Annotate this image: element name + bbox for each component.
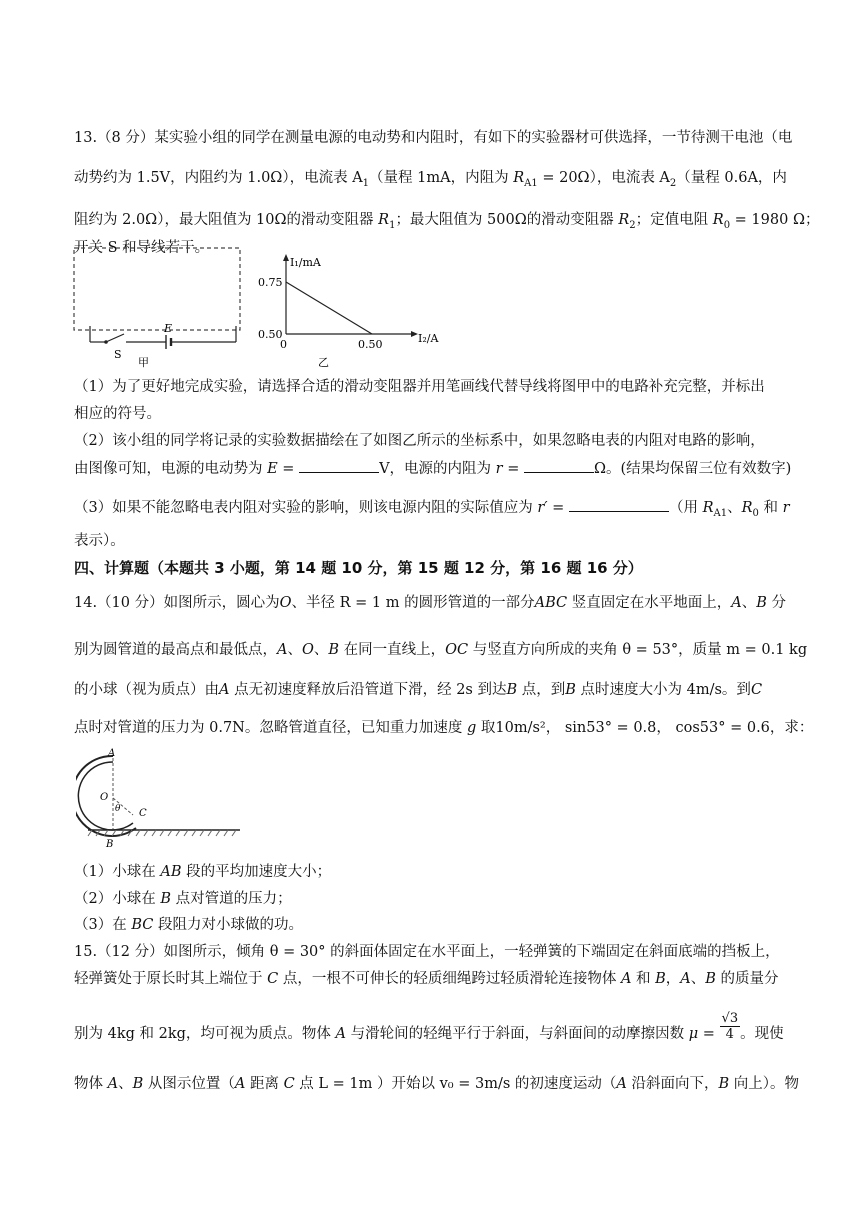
figure-jia-label: 甲	[138, 356, 149, 369]
theta-label: θ	[115, 804, 121, 814]
q14-line-2: 别为圆管道的最高点和最低点，A、O、B 在同一直线上，OC 与竖直方向所成的夹角 θ = 53°，质量 m = 0.1 kg	[74, 642, 808, 658]
y-tick-bottom: 0.50	[258, 328, 283, 341]
q13-part-3: （3）如果不能忽略电表内阻对实验的影响，则该电源内阻的实际值应为 r′ = （用 $R_{A1}$、$R_0$ 和 r	[74, 497, 790, 524]
q13-part-2-cont: 由图像可知，电源的电动势为 E = V，电源的内阻为 r = Ω。(结果均保留三位有效数字)	[74, 458, 791, 479]
section-title: 四、计算题（本题共 3 小题，第 14 题 10 分，第 15 题 12 分，第 16 题 16 分）	[74, 559, 643, 577]
resistance-answer-blank[interactable]	[524, 458, 594, 473]
q13-part-1: （1）为了更好地完成实验，请选择合适的滑动变阻器并用笔画线代替导线将图甲中的电路补充完整，并标出	[74, 379, 765, 395]
point-a-label: A	[108, 748, 116, 759]
point-c-label: C	[139, 808, 147, 819]
emf-answer-blank[interactable]	[299, 458, 379, 473]
y-axis-label: I₁/mA	[290, 256, 321, 269]
q15-line-1: 15.（12 分）如图所示，倾角 θ = 30° 的斜面体固定在水平面上，一轻弹簧的下端固定在斜面底端的挡板上，	[74, 944, 780, 960]
q15-line-4: 物体 A、B 从图示位置（A 距离 C 点 L = 1m ）开始以 v₀ = 3m/s 的初速度运动（A 沿斜面向下，B 向上）。物	[74, 1076, 799, 1092]
point-b-label: B	[106, 839, 114, 850]
q14-sub-3: （3）在 BC 段阻力对小球做的功。	[74, 917, 303, 933]
figure-yi-label: 乙	[318, 356, 329, 369]
actual-resistance-blank[interactable]	[569, 497, 669, 512]
q15-line-2: 轻弹簧处于原长时其上端位于 C 点，一根不可伸长的轻质细绳跨过轻质滑轮连接物体 A 和 B，A、B 的质量分	[74, 971, 779, 987]
q13-part-3-cont: 表示）。	[74, 533, 125, 549]
q14-line-1: 14.（10 分）如图所示，圆心为O、半径 R = 1 m 的圆形管道的一部分ABC 竖直固定在水平地面上，A、B 分	[74, 595, 786, 611]
y-tick-top: 0.75	[258, 276, 283, 289]
q13-part-2: （2）该小组的同学将记录的实验数据描绘在了如图乙所示的坐标系中，如果忽略电表的内阻对电路的影响，	[74, 433, 765, 449]
q13-part-1-cont: 相应的符号。	[74, 406, 161, 422]
q14-line-3: 的小球（视为质点）由A 点无初速度释放后沿管道下滑，经 2s 到达B 点，到B 点时速度大小为 4m/s。到C	[74, 682, 763, 698]
point-o-label: O	[100, 792, 109, 803]
graph-figure-yi	[252, 250, 472, 370]
circuit-figure-jia	[70, 246, 250, 370]
q13-line-4: 开关 S 和导线若干。	[74, 240, 210, 256]
emf-label: E	[164, 322, 173, 335]
x-axis-label: I₂/A	[418, 332, 439, 345]
q13-line-3: 阻约为 2.0Ω），最大阻值为 10Ω的滑动变阻器 $R_1$；最大阻值为 500Ω的滑动变阻器 $R_2$；定值电阻 $R_0 = 1980$ Ω；	[74, 212, 820, 231]
origin-label: 0	[280, 338, 287, 351]
q14-sub-1: （1）小球在 AB 段的平均加速度大小；	[74, 864, 332, 880]
data-line	[286, 282, 372, 334]
switch-icon	[106, 334, 124, 342]
q13-line-2: 动势约为 1.5V，内阻约为 1.0Ω），电流表 $A_1$（量程 1mA，内阻为 $R_{A1} = 20\Omega$），电流表 $A_2$（量程 0.6A，内	[74, 170, 787, 189]
q13-line-1: 13.（8 分）某实验小组的同学在测量电源的电动势和内阻时，有如下的实验器材可供选择，一节待测干电池（电	[74, 130, 793, 146]
pipe-figure	[76, 748, 252, 850]
switch-label: S	[114, 348, 122, 361]
q14-sub-2: （2）小球在 B 点对管道的压力；	[74, 891, 292, 907]
x-tick: 0.50	[358, 338, 383, 351]
q15-line-3: 别为 4kg 和 2kg，均可视为质点。物体 A 与滑轮间的轻绳平行于斜面，与斜面间的动摩擦因数 μ = $\frac{√3}{4}$ 。现使	[74, 1010, 784, 1042]
q14-line-4: 点时对管道的压力为 0.7N。忽略管道直径，已知重力加速度 g 取10m/s²， sin53° = 0.8， cos53° = 0.6，求：	[74, 720, 814, 736]
